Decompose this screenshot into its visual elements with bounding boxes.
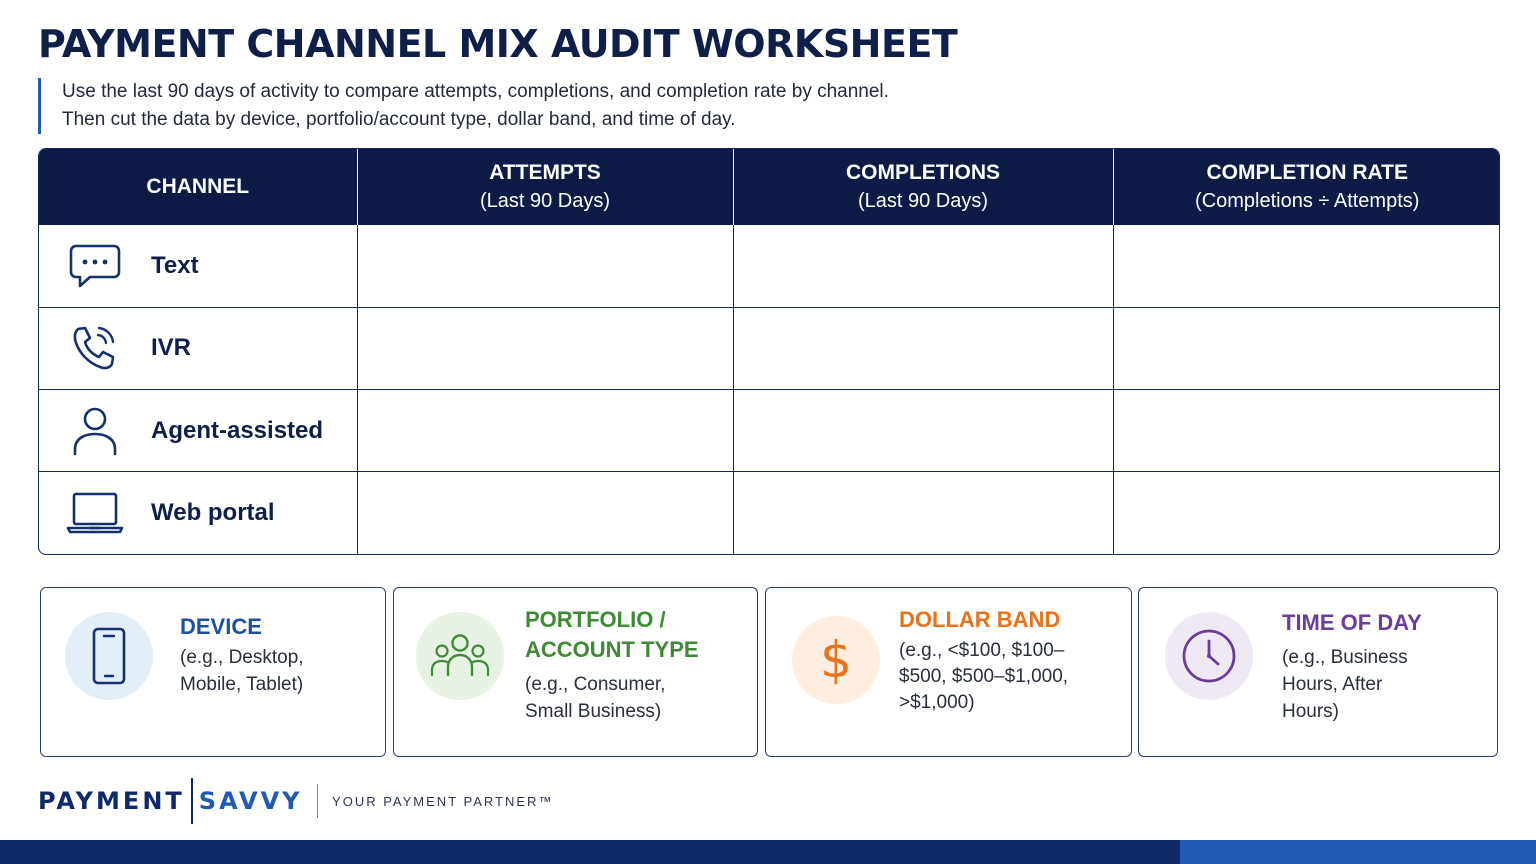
dollar-icon: $ bbox=[792, 616, 880, 704]
channel-label-text: Text bbox=[151, 252, 199, 280]
cut-card-device bbox=[40, 587, 386, 757]
cut-title-time-of-day: TIME OF DAY bbox=[1282, 610, 1422, 635]
group-icon bbox=[416, 612, 504, 700]
cut-card-dollar-band bbox=[765, 587, 1132, 757]
table-row bbox=[39, 390, 1500, 472]
cell-text-completions[interactable] bbox=[733, 225, 1113, 307]
laptop-icon bbox=[65, 486, 125, 540]
table-header-row bbox=[39, 149, 1500, 225]
cut-desc-portfolio: (e.g., Consumer, Small Business) bbox=[525, 674, 666, 722]
footer-bar bbox=[0, 840, 1536, 864]
cut-title-dollar-band: DOLLAR BAND bbox=[899, 607, 1061, 632]
cut-card-time-of-day bbox=[1138, 587, 1498, 757]
intro-line-2: Then cut the data by device, portfolio/account type, dollar band, and time of day. bbox=[62, 109, 736, 130]
header-attempts-sub: (Last 90 Days) bbox=[479, 190, 611, 213]
cut-desc-device: (e.g., Desktop, Mobile, Tablet) bbox=[180, 647, 304, 695]
table-row bbox=[39, 472, 1500, 554]
header-completions: COMPLETIONS (Last 90 Days) bbox=[733, 149, 1113, 225]
channel-label-web-portal: Web portal bbox=[151, 499, 275, 527]
channel-label-ivr: IVR bbox=[151, 334, 192, 362]
cut-card-portfolio bbox=[393, 587, 758, 757]
brand-divider bbox=[191, 778, 193, 824]
header-completion-rate-sub: (Completions ÷ Attempts) bbox=[1195, 190, 1420, 213]
intro-line-1: Use the last 90 days of activity to compare attempts, completions, and completion rate by channel. bbox=[62, 81, 889, 102]
cell-ivr-completions[interactable] bbox=[733, 307, 1113, 389]
cell-text-attempts[interactable] bbox=[357, 225, 733, 307]
cell-agent-completions[interactable] bbox=[733, 390, 1113, 472]
cut-title-portfolio: PORTFOLIO / ACCOUNT TYPE bbox=[525, 607, 699, 662]
cell-web-rate[interactable] bbox=[1113, 472, 1500, 554]
smartphone-icon bbox=[65, 612, 153, 700]
header-channel: CHANNEL bbox=[39, 149, 357, 225]
cell-ivr-rate[interactable] bbox=[1113, 307, 1500, 389]
cell-agent-attempts[interactable] bbox=[357, 390, 733, 472]
phone-icon bbox=[65, 321, 125, 375]
tagline-divider bbox=[317, 784, 319, 818]
clock-icon bbox=[1165, 612, 1253, 700]
chat-bubble-icon bbox=[65, 239, 125, 293]
page-title: PAYMENT CHANNEL MIX AUDIT WORKSHEET bbox=[38, 22, 958, 66]
header-completions-sub: (Last 90 Days) bbox=[857, 190, 989, 213]
channel-table bbox=[38, 148, 1500, 555]
table-row bbox=[39, 307, 1500, 389]
brand-name-left: PAYMENT bbox=[38, 787, 185, 815]
cell-ivr-attempts[interactable] bbox=[357, 307, 733, 389]
table-row bbox=[39, 225, 1500, 307]
data-cut-cards bbox=[40, 587, 1498, 757]
brand-name-right: SAVVY bbox=[198, 787, 303, 815]
cut-desc-dollar-band: (e.g., <$100, $100–$500, $500–$1,000, >$1,000) bbox=[899, 640, 1069, 713]
header-completion-rate: COMPLETION RATE (Completions ÷ Attempts) bbox=[1113, 149, 1500, 225]
cell-text-rate[interactable] bbox=[1113, 225, 1500, 307]
cut-desc-time-of-day: (e.g., Business Hours, After Hours) bbox=[1282, 647, 1408, 722]
cut-title-device: DEVICE bbox=[180, 614, 262, 639]
intro-text bbox=[38, 78, 1038, 134]
footer-bar-accent bbox=[1180, 840, 1536, 864]
channel-label-agent-assisted: Agent-assisted bbox=[151, 416, 324, 444]
person-icon bbox=[65, 404, 125, 458]
cell-web-completions[interactable] bbox=[733, 472, 1113, 554]
cell-agent-rate[interactable] bbox=[1113, 390, 1500, 472]
brand-logo bbox=[38, 778, 553, 824]
header-attempts: ATTEMPTS (Last 90 Days) bbox=[357, 149, 733, 225]
brand-tagline: YOUR PAYMENT PARTNER™ bbox=[332, 793, 554, 809]
cell-web-attempts[interactable] bbox=[357, 472, 733, 554]
